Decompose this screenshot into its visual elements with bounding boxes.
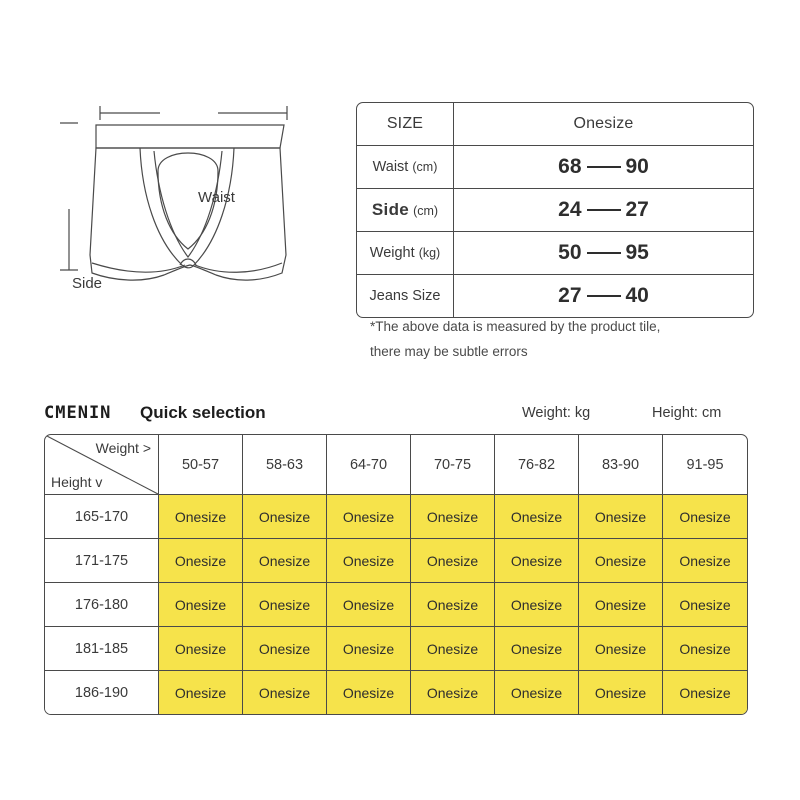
waist-dimension-line	[100, 106, 287, 120]
matrix-size-cell: Onesize	[159, 627, 243, 671]
matrix-size-cell: Onesize	[663, 583, 747, 627]
matrix-height-row-header: 176-180	[45, 583, 159, 627]
matrix-size-cell: Onesize	[243, 627, 327, 671]
table-row	[45, 539, 747, 583]
spec-value-waist-min: 68	[558, 155, 582, 178]
quick-selection-table-container	[44, 434, 748, 715]
matrix-size-cell: Onesize	[579, 627, 663, 671]
spec-value-side-min: 24	[558, 198, 582, 221]
disclaimer-line-1: *The above data is measured by the product tile,	[370, 319, 661, 334]
table-row	[357, 275, 753, 317]
table-row	[357, 232, 753, 275]
quick-selection-table	[44, 434, 748, 715]
matrix-corner-cell	[45, 435, 159, 495]
table-row	[357, 189, 753, 232]
table-row-header	[357, 103, 753, 146]
range-dash-icon	[587, 252, 621, 254]
matrix-size-cell: Onesize	[327, 671, 411, 714]
table-row	[45, 627, 747, 671]
range-dash-icon	[587, 166, 621, 168]
disclaimer-line-2: there may be subtle errors	[370, 344, 528, 359]
size-spec-table	[356, 102, 754, 318]
quick-selection-header	[44, 403, 754, 427]
matrix-size-cell: Onesize	[243, 495, 327, 539]
table-row	[45, 495, 747, 539]
quick-selection-title: Quick selection	[140, 403, 266, 422]
matrix-size-cell: Onesize	[159, 495, 243, 539]
spec-label-side-unit: (cm)	[413, 204, 439, 218]
matrix-height-axis-label: Height v	[51, 474, 103, 490]
matrix-size-cell: Onesize	[495, 495, 579, 539]
brand-logo: CMENIN	[44, 403, 112, 423]
matrix-weight-column-header: 64-70	[327, 435, 411, 495]
matrix-size-cell: Onesize	[663, 627, 747, 671]
matrix-size-cell: Onesize	[243, 539, 327, 583]
matrix-size-cell: Onesize	[411, 583, 495, 627]
spec-value-weight-max: 95	[625, 241, 649, 264]
table-row	[357, 146, 753, 189]
matrix-height-row-header: 181-185	[45, 627, 159, 671]
weight-unit-label: Weight: kg	[522, 405, 591, 421]
matrix-size-cell: Onesize	[327, 495, 411, 539]
matrix-size-cell: Onesize	[159, 539, 243, 583]
matrix-weight-column-header: 58-63	[243, 435, 327, 495]
side-dimension-label: Side	[72, 275, 103, 292]
table-row-header	[45, 435, 747, 495]
matrix-size-cell: Onesize	[327, 539, 411, 583]
matrix-size-cell: Onesize	[495, 539, 579, 583]
product-diagram	[30, 85, 340, 325]
size-spec-table-container	[356, 102, 754, 318]
matrix-weight-column-header: 83-90	[579, 435, 663, 495]
spec-value-weight-min: 50	[558, 241, 582, 264]
side-dimension-line	[60, 123, 78, 270]
matrix-weight-axis-label: Weight >	[95, 440, 151, 456]
matrix-size-cell: Onesize	[327, 627, 411, 671]
spec-value-side-max: 27	[625, 198, 649, 221]
spec-label-weight-unit: (kg)	[418, 246, 441, 260]
matrix-size-cell: Onesize	[411, 627, 495, 671]
matrix-height-row-header: 165-170	[45, 495, 159, 539]
table-row	[45, 671, 747, 714]
matrix-size-cell: Onesize	[579, 539, 663, 583]
matrix-size-cell: Onesize	[663, 539, 747, 583]
waist-dimension-label: Waist	[198, 189, 235, 206]
matrix-size-cell: Onesize	[495, 627, 579, 671]
matrix-weight-column-header: 50-57	[159, 435, 243, 495]
spec-label-weight	[357, 232, 454, 275]
range-dash-icon	[587, 295, 621, 297]
spec-value-jeans-size	[454, 275, 753, 317]
spec-label-waist-unit: (cm)	[412, 160, 438, 174]
spec-label-side-text: Side	[371, 200, 410, 219]
matrix-size-cell: Onesize	[411, 495, 495, 539]
spec-label-side	[357, 189, 454, 232]
matrix-height-row-header: 171-175	[45, 539, 159, 583]
spec-label-waist-text: Waist	[372, 159, 409, 175]
matrix-size-cell: Onesize	[579, 495, 663, 539]
spec-value-jeans-min: 27	[558, 284, 582, 307]
measurement-disclaimer	[370, 314, 770, 364]
spec-label-waist	[357, 146, 454, 189]
spec-value-weight	[454, 232, 753, 275]
matrix-weight-column-header: 91-95	[663, 435, 747, 495]
table-row	[45, 583, 747, 627]
matrix-size-cell: Onesize	[327, 583, 411, 627]
matrix-size-cell: Onesize	[663, 671, 747, 714]
spec-label-jeans-size	[357, 275, 454, 317]
spec-header-onesize: Onesize	[454, 103, 753, 146]
range-dash-icon	[587, 209, 621, 211]
matrix-size-cell: Onesize	[411, 539, 495, 583]
matrix-size-cell: Onesize	[411, 671, 495, 714]
matrix-size-cell: Onesize	[159, 583, 243, 627]
spec-value-jeans-max: 40	[625, 284, 649, 307]
matrix-size-cell: Onesize	[495, 583, 579, 627]
matrix-size-cell: Onesize	[579, 583, 663, 627]
matrix-size-cell: Onesize	[579, 671, 663, 714]
matrix-size-cell: Onesize	[159, 671, 243, 714]
spec-label-weight-text: Weight	[369, 245, 415, 261]
spec-value-waist-max: 90	[625, 155, 649, 178]
matrix-size-cell: Onesize	[663, 495, 747, 539]
matrix-weight-column-header: 76-82	[495, 435, 579, 495]
spec-header-size: SIZE	[357, 103, 454, 146]
matrix-size-cell: Onesize	[243, 671, 327, 714]
spec-label-jeans-size-text: Jeans Size	[369, 288, 441, 304]
matrix-height-row-header: 186-190	[45, 671, 159, 714]
spec-value-side	[454, 189, 753, 232]
matrix-weight-column-header: 70-75	[411, 435, 495, 495]
spec-value-waist	[454, 146, 753, 189]
matrix-size-cell: Onesize	[243, 583, 327, 627]
matrix-size-cell: Onesize	[495, 671, 579, 714]
height-unit-label: Height: cm	[652, 405, 722, 421]
